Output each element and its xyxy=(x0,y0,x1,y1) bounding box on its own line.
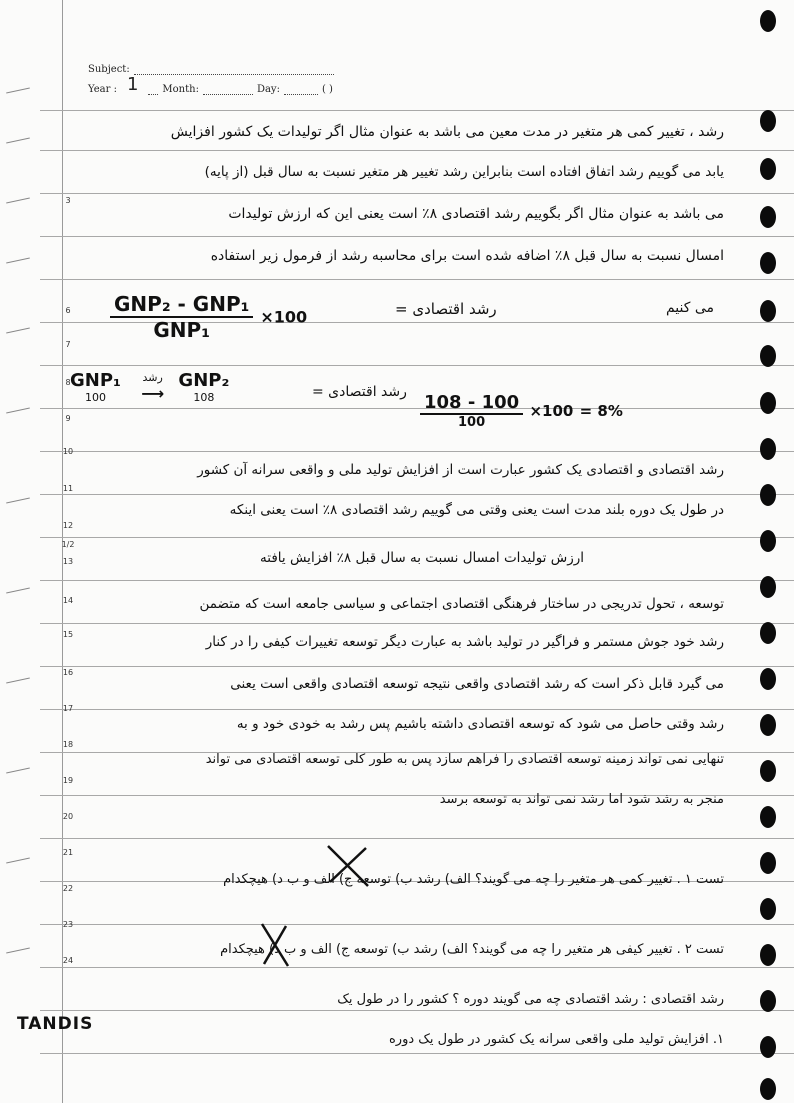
ruled-line xyxy=(40,623,794,624)
binder-hole xyxy=(760,852,776,874)
ruled-line xyxy=(40,279,794,280)
arrow-icon: ⟶ xyxy=(141,384,165,403)
text-line: توسعه ، تحول تدریجی در ساختار فرهنگی اقتصادی اجتماعی و سیاسی جامعه است که متضمن xyxy=(199,596,724,612)
line-number: 14 xyxy=(62,596,74,605)
text-line: رشد اقتصادی و اقتصادی یک کشور عبارت است از افزایش تولید ملی و واقعی سرانه آن کشور xyxy=(197,462,724,478)
text-line: تنهایی نمی تواند زمینه توسعه اقتصادی را فراهم سازد پس به طور کلی توسعه اقتصادی می تواند xyxy=(205,752,724,767)
calc-numerator: 108 - 100 xyxy=(420,392,523,415)
year-label: Year : xyxy=(88,84,117,95)
page-header xyxy=(88,55,388,95)
binder-hole xyxy=(760,760,776,782)
tandis-logo: TANDIS xyxy=(17,1014,94,1034)
ruled-line xyxy=(40,150,794,151)
ruled-line xyxy=(40,580,794,581)
binder-hole xyxy=(760,392,776,414)
text-line: در طول یک دوره بلند مدت است یعنی وقتی می گوییم رشد اقتصادی ۸٪ است یعنی اینکه xyxy=(229,502,724,518)
line-number: 22 xyxy=(62,884,74,893)
text-line: یابد می گوییم رشد اتفاق افتاده است بنابراین رشد تغییر هر متغیر نسبت به سال قبل (از پایه) xyxy=(204,164,724,180)
binder-hole xyxy=(760,206,776,228)
ruled-line xyxy=(40,924,794,925)
binder-hole xyxy=(760,622,776,644)
calc-fraction xyxy=(420,392,523,430)
gnp1: GNP₁ xyxy=(70,370,121,391)
binder-hole xyxy=(760,438,776,460)
date-parens: ( ) xyxy=(321,84,333,95)
line-number: 15 xyxy=(62,630,74,639)
year-value: 1 xyxy=(126,74,139,95)
binder-hole xyxy=(760,990,776,1012)
ruled-line xyxy=(40,365,794,366)
text-line: رشد اقتصادی : رشد اقتصادی چه می گویند دوره ؟ کشور را در طول یک xyxy=(337,992,724,1007)
text-line: ۱. افزایش تولید ملی واقعی سرانه یک کشور در طول یک دوره xyxy=(388,1032,724,1047)
formula-numerator: GNP₂ - GNP₁ xyxy=(110,292,253,318)
line-number: 13 xyxy=(62,557,74,566)
ruled-line xyxy=(40,709,794,710)
binder-hole xyxy=(760,484,776,506)
arrow-group xyxy=(141,371,164,403)
line-number: 3 xyxy=(65,196,71,205)
line-number: 8 xyxy=(65,378,71,387)
text-line: امسال نسبت به سال قبل ۸٪ اضافه شده است برای محاسبه رشد از فرمول زیر استفاده xyxy=(210,248,724,264)
ruled-line xyxy=(40,110,794,111)
binder-hole xyxy=(760,300,776,322)
torn-edge xyxy=(0,0,30,1103)
calc-denominator: 100 xyxy=(458,415,486,430)
binder-hole xyxy=(760,345,776,367)
ruled-line xyxy=(40,494,794,495)
question-line: تست ۲ . تغییر کیفی هر متغیر را چه می گویند؟ الف) رشد ب) توسعه ج) الف و ب د) هیچکدام xyxy=(220,942,724,957)
ruled-line xyxy=(40,537,794,538)
text-line: رشد وقتی حاصل می شود که توسعه اقتصادی داشته باشیم پس رشد به خودی خود و به xyxy=(236,716,724,732)
ruled-line xyxy=(40,193,794,194)
gnp1-group xyxy=(70,370,121,404)
gnp2-group xyxy=(178,370,229,404)
line-number: 23 xyxy=(62,920,74,929)
formula-lhs: رشد اقتصادی = xyxy=(395,300,497,318)
text-line: رشد ، تغییر کمی هر متغیر در مدت معین می باشد به عنوان مثال اگر تولیدات یک کشور افزایش xyxy=(170,124,724,140)
subject-label: Subject: xyxy=(88,64,130,75)
gnp1-base: 100 xyxy=(84,391,106,404)
line-number: 18 xyxy=(62,740,74,749)
binder-hole xyxy=(760,10,776,32)
ruled-line xyxy=(40,236,794,237)
ruled-line xyxy=(40,408,794,409)
line-number: 21 xyxy=(62,848,74,857)
binder-hole xyxy=(760,898,776,920)
formula2-lhs: رشد اقتصادی = xyxy=(312,384,407,400)
ruled-line xyxy=(40,451,794,452)
calc-result: = 8% xyxy=(579,402,623,420)
line-number: 19 xyxy=(62,776,74,785)
line-number: 17 xyxy=(62,704,74,713)
binder-holes xyxy=(760,0,794,1103)
subject-field xyxy=(134,62,334,75)
growth-example xyxy=(70,370,237,404)
binder-hole xyxy=(760,1036,776,1058)
line-number: 16 xyxy=(62,668,74,677)
text-line: می کنیم xyxy=(665,300,714,316)
binder-hole xyxy=(760,110,776,132)
line-number: 24 xyxy=(62,956,74,965)
text-line: می باشد به عنوان مثال اگر بگوییم رشد اقتصادی ۸٪ است یعنی این که ارزش تولیدات xyxy=(228,206,724,222)
ruled-line xyxy=(40,1010,794,1011)
ruled-line xyxy=(40,1053,794,1054)
gnp2: GNP₂ xyxy=(178,370,230,391)
month-label: Month: xyxy=(162,84,199,95)
arrow-label: رشد xyxy=(142,371,163,384)
binder-hole xyxy=(760,668,776,690)
binder-hole xyxy=(760,1078,776,1100)
line-number: 10 xyxy=(62,447,74,456)
line-number: 9 xyxy=(65,414,71,423)
binder-hole xyxy=(760,252,776,274)
line-number: 20 xyxy=(62,812,74,821)
formula-times: ×100 xyxy=(260,307,308,327)
cross-out-mark xyxy=(256,920,296,970)
calc-times: ×100 xyxy=(529,402,574,420)
gnp2-value: 108 xyxy=(193,391,215,404)
binder-hole xyxy=(760,714,776,736)
question-line: تست ۱ . تغییر کمی هر متغیر را چه می گویند؟ الف) رشد ب) توسعه ج) الف و ب د) هیچکدام xyxy=(223,872,724,887)
binder-hole xyxy=(760,944,776,966)
cross-out-mark xyxy=(320,842,380,892)
line-number: 1/2 xyxy=(61,540,75,549)
formula-denominator: GNP₁ xyxy=(153,318,210,342)
growth-calc xyxy=(420,392,623,430)
line-number: 7 xyxy=(65,340,71,349)
text-line: رشد خود جوش مستمر و فراگیر در تولید باشد به عبارت دیگر توسعه تغییرات کیفی را در کنار xyxy=(205,634,724,650)
text-line: منجر به رشد شود اما رشد نمی تواند به توسعه برسد xyxy=(439,792,724,807)
line-number: 12 xyxy=(62,521,74,530)
line-number: 11 xyxy=(62,484,74,493)
ruled-line xyxy=(40,967,794,968)
binder-hole xyxy=(760,530,776,552)
binder-hole xyxy=(760,158,776,180)
binder-hole xyxy=(760,576,776,598)
formula-fraction xyxy=(110,292,253,342)
binder-hole xyxy=(760,806,776,828)
day-label: Day: xyxy=(256,84,280,95)
line-number: 6 xyxy=(65,306,71,315)
ruled-line xyxy=(40,666,794,667)
text-line: می گیرد قابل ذکر است که رشد اقتصادی واقعی نتیجه توسعه اقتصادی واقعی است یعنی xyxy=(230,676,724,692)
margin-line xyxy=(62,0,63,1103)
text-line: ارزش تولیدات امسال نسبت به سال قبل ۸٪ افزایش یافته xyxy=(260,550,584,566)
growth-formula xyxy=(110,292,307,342)
ruled-line xyxy=(40,838,794,839)
